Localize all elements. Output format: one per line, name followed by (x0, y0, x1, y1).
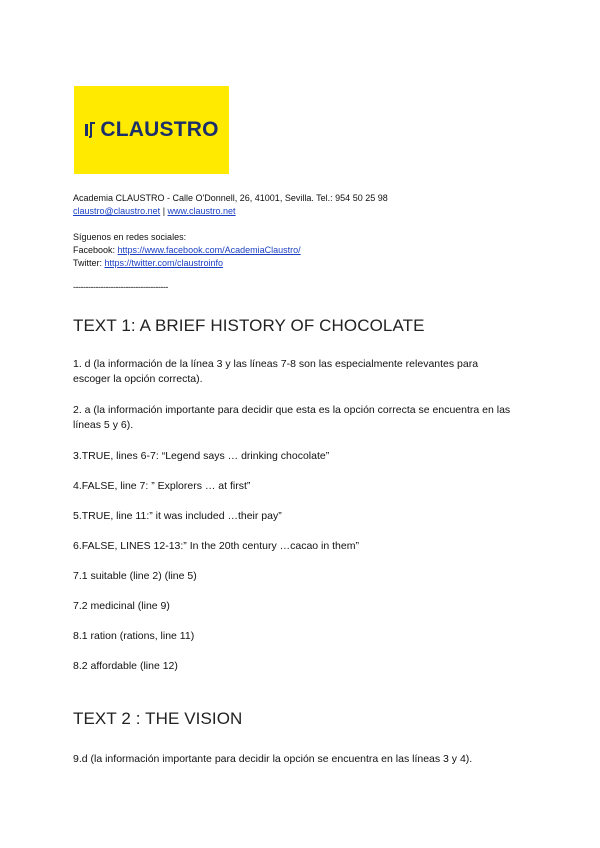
link-divider: | (160, 206, 168, 216)
claustro-logo (74, 86, 229, 174)
facebook-line (73, 244, 301, 257)
answer-item: 1. d (la información de la línea 3 y las líneas 7-8 son las especialmente relevantes para escoger la opción correcta). (73, 358, 479, 385)
dashed-separator: -------------------------------------- (73, 282, 168, 292)
contact-block (73, 192, 388, 218)
logo-text: CLAUSTRO (100, 118, 219, 141)
contact-links (73, 205, 388, 218)
email-link[interactable]: claustro@claustro.net (73, 206, 161, 216)
facebook-link[interactable]: https://www.facebook.com/AcademiaClaustro/ (117, 245, 301, 255)
section-title-text-2: TEXT 2 : THE VISION (73, 709, 243, 728)
twitter-label: Twitter: (73, 258, 105, 268)
social-block (73, 231, 301, 270)
twitter-line (73, 257, 301, 270)
answer-item: 5.TRUE, line 11:” it was included …their pay” (73, 510, 282, 522)
answer-item: 8.2 affordable (line 12) (73, 660, 178, 672)
answer-item: 9.d (la información importante para decidir la opción se encuentra en las líneas 3 y 4). (73, 753, 473, 765)
social-heading: Síguenos en redes sociales: (73, 232, 187, 242)
facebook-label: Facebook: (73, 245, 118, 255)
answer-item: 4.FALSE, line 7: ” Explorers … at first” (73, 480, 251, 492)
logo-wordmark (84, 118, 218, 142)
twitter-link[interactable]: https://twitter.com/claustroinfo (104, 258, 224, 268)
website-link[interactable]: www.claustro.net (167, 206, 236, 216)
answer-item: 6.FALSE, LINES 12-13:” In the 20th century …cacao in them” (73, 540, 359, 552)
logo-mark-icon (84, 121, 96, 139)
answer-item: 3.TRUE, lines 6-7: “Legend says … drinking chocolate” (73, 450, 330, 462)
contact-address: Academia CLAUSTRO - Calle O'Donnell, 26, 41001, Sevilla. Tel.: 954 50 25 98 (73, 193, 388, 203)
section-title-text-1: TEXT 1: A BRIEF HISTORY OF CHOCOLATE (73, 316, 425, 335)
answer-item: 2. a (la información importante para decidir que esta es la opción correcta se encuentra en las líneas 5 y 6). (73, 404, 511, 431)
answer-item: 7.1 suitable (line 2) (line 5) (73, 570, 197, 582)
answer-item: 7.2 medicinal (line 9) (73, 600, 170, 612)
answer-item: 8.1 ration (rations, line 11) (73, 630, 195, 642)
